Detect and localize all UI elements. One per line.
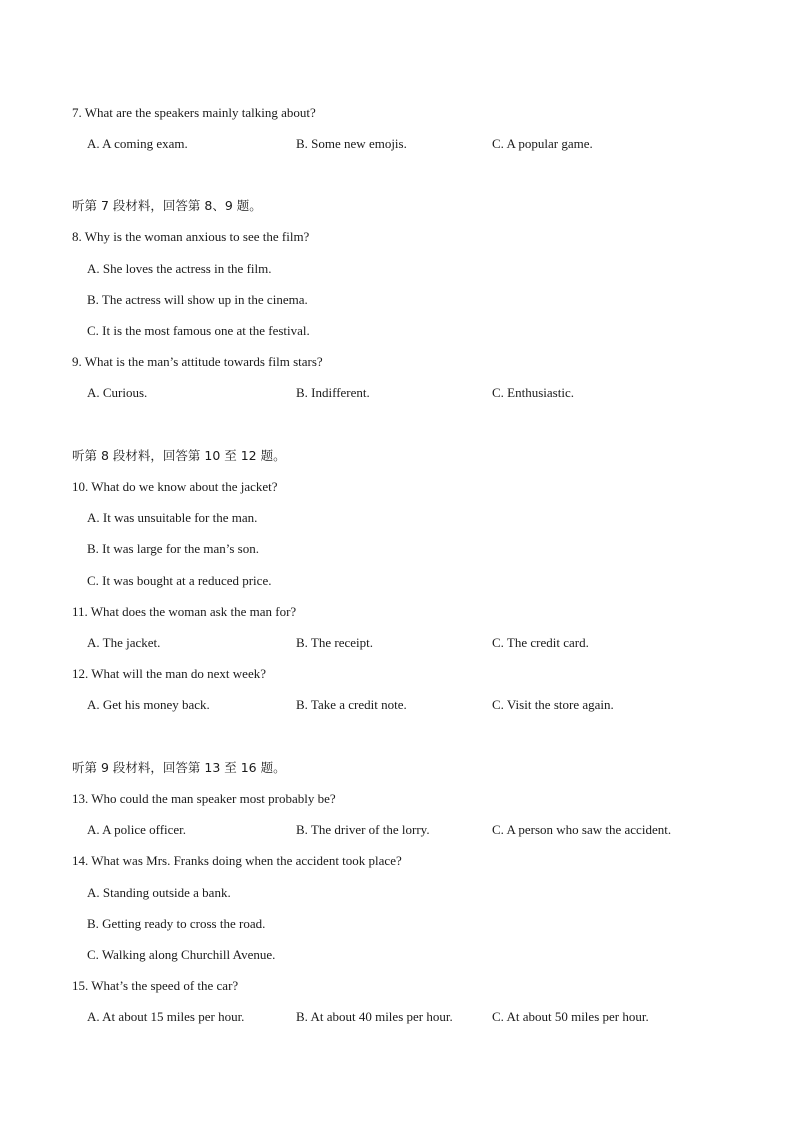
question-10-stem: 10. What do we know about the jacket? — [72, 479, 278, 494]
question-11-option-a: A. The jacket. — [87, 635, 161, 650]
question-8-stem: 8. Why is the woman anxious to see the film? — [72, 229, 310, 244]
question-14-option-c: C. Walking along Churchill Avenue. — [87, 947, 276, 962]
question-14-option-a: A. Standing outside a bank. — [87, 885, 231, 900]
question-7-option-b: B. Some new emojis. — [296, 136, 407, 151]
question-15-option-c: C. At about 50 miles per hour. — [492, 1009, 649, 1024]
question-13-option-b: B. The driver of the lorry. — [296, 822, 430, 837]
question-15-option-b: B. At about 40 miles per hour. — [296, 1009, 453, 1024]
section-heading-7: 听第 7 段材料，回答第 8、9 题。 — [72, 198, 262, 213]
question-12-stem: 12. What will the man do next week? — [72, 666, 266, 681]
question-9-option-b: B. Indifferent. — [296, 385, 370, 400]
question-11-stem: 11. What does the woman ask the man for? — [72, 604, 297, 619]
question-12-option-a: A. Get his money back. — [87, 697, 210, 712]
question-9-option-a: A. Curious. — [87, 385, 148, 400]
question-11-option-c: C. The credit card. — [492, 635, 589, 650]
question-13-stem: 13. Who could the man speaker most probably be? — [72, 791, 336, 806]
question-10-option-a: A. It was unsuitable for the man. — [87, 510, 258, 525]
question-7-stem: 7. What are the speakers mainly talking about? — [72, 105, 316, 120]
question-15-stem: 15. What’s the speed of the car? — [72, 978, 239, 993]
question-15-option-a: A. At about 15 miles per hour. — [87, 1009, 245, 1024]
question-14-stem: 14. What was Mrs. Franks doing when the accident took place? — [72, 853, 402, 868]
question-11-option-b: B. The receipt. — [296, 635, 374, 650]
question-12-option-b: B. Take a credit note. — [296, 697, 407, 712]
question-9-option-c: C. Enthusiastic. — [492, 385, 574, 400]
question-8-option-a: A. She loves the actress in the film. — [87, 261, 272, 276]
question-14-option-b: B. Getting ready to cross the road. — [87, 916, 266, 931]
question-8-option-c: C. It is the most famous one at the festival. — [87, 323, 310, 338]
question-10-option-c: C. It was bought at a reduced price. — [87, 573, 272, 588]
section-heading-8: 听第 8 段材料，回答第 10 至 12 题。 — [72, 448, 286, 463]
question-8-option-b: B. The actress will show up in the cinema. — [87, 292, 308, 307]
question-13-option-a: A. A police officer. — [87, 822, 187, 837]
section-heading-9: 听第 9 段材料，回答第 13 至 16 题。 — [72, 760, 286, 775]
question-7-option-a: A. A coming exam. — [87, 136, 188, 151]
question-12-option-c: C. Visit the store again. — [492, 697, 614, 712]
question-7-option-c: C. A popular game. — [492, 136, 593, 151]
question-10-option-b: B. It was large for the man’s son. — [87, 541, 259, 556]
question-9-stem: 9. What is the man’s attitude towards film stars? — [72, 354, 323, 369]
question-13-option-c: C. A person who saw the accident. — [492, 822, 672, 837]
